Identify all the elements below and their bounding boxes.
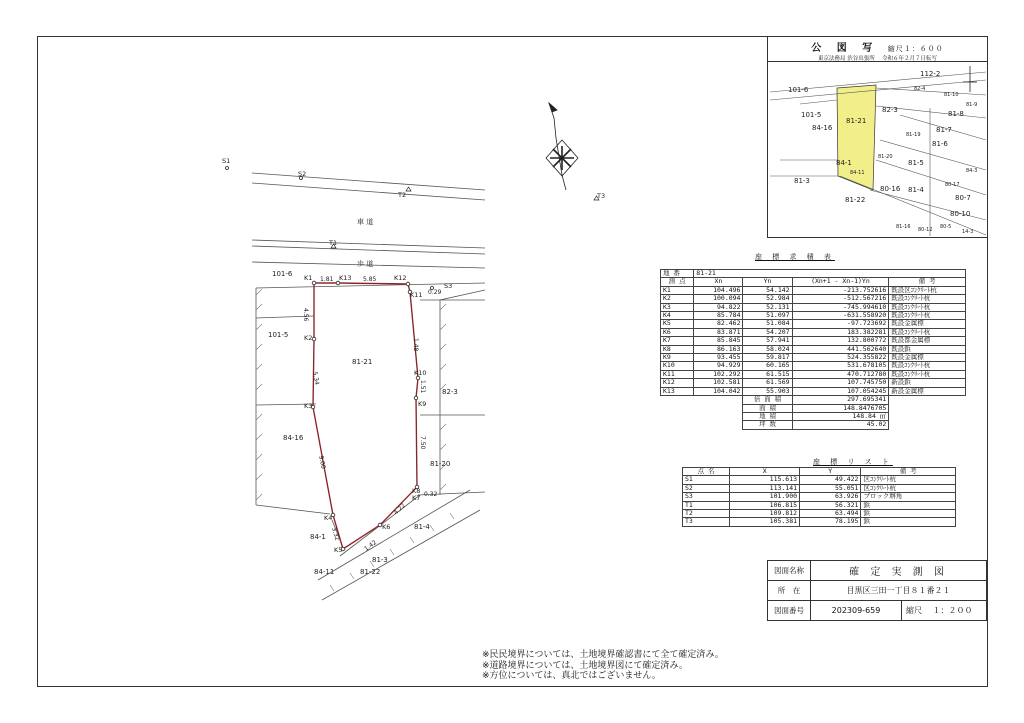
- koz-lot-label: 81-8: [948, 110, 964, 118]
- name-label: 図面名称: [768, 561, 811, 581]
- table-cell: 既設ｺﾝｸﾘｰﾄ杭: [889, 303, 966, 311]
- koz-lot-label: 82-3: [882, 106, 898, 114]
- koz-scale: 縮尺１：６００: [887, 45, 944, 53]
- table-cell: K10: [661, 362, 694, 370]
- dimension: 0.32: [424, 491, 438, 498]
- spacer: [889, 396, 966, 404]
- notes: [482, 650, 724, 682]
- table-row: [683, 493, 956, 501]
- koz-lot-label: 81-4: [908, 186, 924, 194]
- point-label: T2: [398, 191, 407, 199]
- koz-lot-label: 80-10: [950, 210, 971, 218]
- table-row: [683, 501, 956, 509]
- column-header: 備 考: [889, 278, 966, 286]
- table-cell: 既設ｺﾝｸﾘｰﾄ杭: [889, 328, 966, 336]
- table-cell: 既設ｺﾝｸﾘｰﾄ杭: [889, 312, 966, 320]
- koz-lot-label: 101-6: [788, 86, 809, 94]
- table-cell: 105.381: [730, 518, 800, 526]
- drawing-number: 202309-659: [811, 601, 902, 621]
- total-row: [661, 421, 966, 429]
- table-cell: 115.613: [730, 476, 800, 484]
- table-cell: 102.581: [694, 379, 743, 387]
- dimension: 0.29: [428, 289, 442, 296]
- table-row: [661, 387, 966, 395]
- table-cell: 107.745750: [792, 379, 889, 387]
- dimension: 1.48: [412, 338, 419, 352]
- dimension: 1.42: [363, 539, 378, 553]
- dimension: 7.50: [419, 436, 426, 450]
- table-cell: -213.752616: [792, 286, 889, 294]
- koz-lot-label: 81-19: [906, 132, 921, 138]
- table-row: [683, 510, 956, 518]
- lot-label: 81-20: [430, 460, 451, 468]
- koz-lot-label: 82-4: [914, 86, 926, 92]
- koz-title: 公 図 写: [811, 43, 879, 54]
- point-label: T3: [597, 192, 606, 200]
- lot-label: 84-11: [314, 568, 335, 576]
- koz-date: 令和６年２月７日転写: [881, 56, 937, 62]
- table-cell: 51.097: [743, 312, 792, 320]
- koz-lot-label: 112-2: [920, 70, 941, 78]
- lot-label: 84-1: [310, 533, 326, 541]
- koz-lot-label: 81-7: [936, 126, 952, 134]
- point-label: K6: [382, 523, 391, 531]
- column-header: 備 考: [861, 468, 956, 476]
- lot-label: 81-21: [352, 358, 373, 366]
- coord-list-title: 座 標 リ ス ト: [813, 458, 893, 466]
- table-cell: 52.984: [743, 295, 792, 303]
- lot-header: 地 番: [661, 270, 694, 278]
- dimension: 5.85: [363, 276, 377, 283]
- point-label: S1: [222, 157, 231, 165]
- koz-lot-label: 84-16: [812, 124, 833, 132]
- spacer: [661, 421, 743, 429]
- table-cell: S1: [683, 476, 730, 484]
- point-label: K8: [412, 487, 421, 495]
- point-label: K1: [304, 274, 313, 282]
- koz-header: [768, 37, 987, 62]
- column-header: Yn: [743, 278, 792, 286]
- table-cell: 51.084: [743, 320, 792, 328]
- table-cell: -631.558920: [792, 312, 889, 320]
- table-cell: -97.723692: [792, 320, 889, 328]
- dimension: 9.00: [317, 454, 327, 470]
- table-cell: 49.422: [800, 476, 861, 484]
- dimension: 1.51: [419, 380, 426, 394]
- table-cell: 104.496: [694, 286, 743, 294]
- table-cell: 鋲: [861, 501, 956, 509]
- table-cell: 61.515: [743, 370, 792, 378]
- table-row: [661, 379, 966, 387]
- table-cell: 531.678105: [792, 362, 889, 370]
- table-cell: K13: [661, 387, 694, 395]
- table-cell: 55.051: [800, 484, 861, 492]
- table-cell: 94.822: [694, 303, 743, 311]
- point-label: K11: [410, 291, 423, 299]
- dimension: 4.56: [302, 308, 309, 322]
- koz-lot-label: 84-11: [850, 170, 865, 176]
- koz-lot-label: 81-6: [932, 140, 948, 148]
- note-line: ※方位については、真北ではございません。: [482, 671, 661, 681]
- total-value: 45.02: [792, 421, 889, 429]
- area-table-title: 座 標 求 積 表: [755, 253, 835, 261]
- compass-icon: [546, 103, 578, 190]
- point-label: S3: [444, 282, 453, 290]
- coord-list-table: [682, 467, 956, 527]
- table-cell: 107.054245: [792, 387, 889, 395]
- koz-office: 東京法務局 渋谷出張所: [817, 56, 875, 62]
- table-cell: 106.815: [730, 501, 800, 509]
- table-cell: 78.195: [800, 518, 861, 526]
- table-row: [661, 295, 966, 303]
- table-cell: 132.800772: [792, 337, 889, 345]
- dimension: 1.81: [320, 276, 334, 283]
- table-cell: 61.569: [743, 379, 792, 387]
- table-cell: 既設都金属標: [889, 337, 966, 345]
- koz-box: [767, 36, 988, 238]
- lot-label: 81-22: [360, 568, 381, 576]
- koz-lot-label: 80-7: [955, 194, 971, 202]
- koz-lot-label: 81-21: [846, 117, 867, 125]
- table-cell: 新設鋲: [889, 379, 966, 387]
- table-cell: S3: [683, 493, 730, 501]
- lot-label: 81-4: [414, 523, 430, 531]
- table-cell: K4: [661, 312, 694, 320]
- point-label: S2: [298, 170, 307, 178]
- table-cell: K5: [661, 320, 694, 328]
- table-cell: ブロック塀角: [861, 493, 956, 501]
- table-cell: 既設金属標: [889, 354, 966, 362]
- lot-label: 101-6: [272, 270, 293, 278]
- point-label: K12: [394, 274, 407, 282]
- point-label: K10: [414, 369, 427, 377]
- table-cell: 63.494: [800, 510, 861, 518]
- spacer: [661, 396, 743, 404]
- table-cell: 86.163: [694, 345, 743, 353]
- koz-lot-label: 101-5: [801, 111, 822, 119]
- point-label: K9: [418, 400, 427, 408]
- table-cell: 既設鋲: [889, 345, 966, 353]
- spacer: [661, 412, 743, 420]
- table-cell: S2: [683, 484, 730, 492]
- table-cell: 102.292: [694, 370, 743, 378]
- table-row: [683, 484, 956, 492]
- lot-value: 81-21: [694, 270, 966, 278]
- scale-label: 縮尺: [906, 606, 922, 615]
- table-cell: 109.812: [730, 510, 800, 518]
- koz-lot-label: 80-16: [880, 185, 901, 193]
- total-row: [661, 396, 966, 404]
- road-label: 車 道: [357, 218, 374, 226]
- table-cell: 60.165: [743, 362, 792, 370]
- table-cell: 鋲: [861, 518, 956, 526]
- koz-lot-label: 81-9: [966, 102, 978, 108]
- column-header: (Xn+1 - Xn-1)Yn: [792, 278, 889, 286]
- table-cell: 区ｺﾝｸﾘｰﾄ杭: [861, 484, 956, 492]
- total-label: 倍 面 積: [743, 396, 792, 404]
- koz-lot-label: 81-10: [944, 92, 959, 98]
- table-cell: 104.042: [694, 387, 743, 395]
- koz-lot-label: 84-3: [966, 168, 978, 174]
- table-cell: 101.900: [730, 493, 800, 501]
- table-cell: 100.094: [694, 295, 743, 303]
- table-cell: K6: [661, 328, 694, 336]
- table-row: [661, 337, 966, 345]
- table-cell: 94.929: [694, 362, 743, 370]
- table-cell: T3: [683, 518, 730, 526]
- koz-lot-label: 81-20: [878, 154, 893, 160]
- column-header: Y: [800, 468, 861, 476]
- koz-lot-label: 80-5: [940, 224, 952, 230]
- total-value: 148.8476705: [792, 404, 889, 412]
- table-cell: 63.926: [800, 493, 861, 501]
- table-cell: 鋲: [861, 510, 956, 518]
- table-cell: K11: [661, 370, 694, 378]
- total-row: [661, 404, 966, 412]
- note-line: ※民民境界については、土地境界確認書にて全て確定済み。: [482, 650, 724, 660]
- total-label: 坪 数: [743, 421, 792, 429]
- table-cell: 524.355822: [792, 354, 889, 362]
- point-label: K5: [334, 546, 343, 554]
- lot-label: 84-16: [283, 434, 304, 442]
- table-cell: 83.871: [694, 328, 743, 336]
- total-row: [661, 412, 966, 420]
- koz-lot-label: 14-3: [962, 229, 974, 235]
- point-label: K13: [339, 274, 352, 282]
- scale: １：２００: [932, 606, 973, 615]
- koz-lot-label: 81-5: [908, 159, 924, 167]
- table-cell: 既設ｺﾝｸﾘｰﾄ杭: [889, 370, 966, 378]
- table-cell: 52.131: [743, 303, 792, 311]
- table-cell: 183.382281: [792, 328, 889, 336]
- table-cell: 既設区ｺﾝｸﾘｰﾄ杭: [889, 286, 966, 294]
- total-label: 面 積: [743, 404, 792, 412]
- table-cell: 59.817: [743, 354, 792, 362]
- lot-label: 81-3: [372, 556, 388, 564]
- table-row: [661, 370, 966, 378]
- koz-lot-label: 80-12: [918, 227, 933, 233]
- table-cell: 85.784: [694, 312, 743, 320]
- spacer: [889, 404, 966, 412]
- column-header: 点 名: [683, 468, 730, 476]
- table-cell: T1: [683, 501, 730, 509]
- koz-lot-label: 81-3: [794, 177, 810, 185]
- table-row: [683, 518, 956, 526]
- dimension: 5.34: [311, 371, 321, 386]
- table-row: [683, 476, 956, 484]
- location-label: 所 在: [768, 581, 811, 601]
- koz-lot-label: 81-22: [845, 196, 866, 204]
- point-label: T1: [329, 239, 338, 247]
- koz-lot-label: 80-17: [945, 182, 960, 188]
- point-label: K7: [412, 494, 421, 502]
- table-cell: K8: [661, 345, 694, 353]
- table-cell: 54.207: [743, 328, 792, 336]
- point-label: K2: [304, 334, 313, 342]
- title-block: [767, 560, 987, 621]
- koz-lot-label: 81-16: [896, 224, 911, 230]
- table-cell: K1: [661, 286, 694, 294]
- table-cell: K7: [661, 337, 694, 345]
- dimension: 3.32: [330, 526, 341, 542]
- spacer: [889, 421, 966, 429]
- table-cell: T2: [683, 510, 730, 518]
- drawing-name: 確 定 実 測 図: [811, 561, 987, 581]
- table-cell: 56.321: [800, 501, 861, 509]
- spacer: [889, 412, 966, 420]
- lot-label: 82-3: [442, 388, 458, 396]
- spacer: [661, 404, 743, 412]
- column-header: 測 点: [661, 278, 694, 286]
- table-cell: K3: [661, 303, 694, 311]
- area-table: [660, 269, 966, 430]
- table-cell: K12: [661, 379, 694, 387]
- table-cell: 113.141: [730, 484, 800, 492]
- table-cell: 既設ｺﾝｸﾘｰﾄ杭: [889, 362, 966, 370]
- table-cell: 既設ｺﾝｸﾘｰﾄ杭: [889, 295, 966, 303]
- table-cell: 82.462: [694, 320, 743, 328]
- table-cell: 57.941: [743, 337, 792, 345]
- table-cell: 470.712780: [792, 370, 889, 378]
- column-header: X: [730, 468, 800, 476]
- total-value: 148.84 ㎡: [792, 412, 889, 420]
- total-value: 297.695341: [792, 396, 889, 404]
- table-cell: K9: [661, 354, 694, 362]
- table-cell: 93.455: [694, 354, 743, 362]
- number-label: 図面番号: [768, 601, 811, 621]
- table-cell: 58.024: [743, 345, 792, 353]
- point-label: K4: [324, 514, 333, 522]
- table-cell: 新設金属標: [889, 387, 966, 395]
- location: 目黒区三田一丁目８１番２１: [811, 581, 987, 601]
- table-cell: 55.903: [743, 387, 792, 395]
- sidewalk-label: 歩 道: [357, 260, 374, 268]
- dimension: 4.22: [392, 502, 407, 517]
- lot-label: 101-5: [268, 331, 289, 339]
- note-line: ※道路境界については、土地境界図にて確定済み。: [482, 660, 688, 671]
- table-cell: -512.567216: [792, 295, 889, 303]
- koz-lot-label: 84-1: [836, 159, 852, 167]
- table-cell: -745.994610: [792, 303, 889, 311]
- table-cell: 441.562640: [792, 345, 889, 353]
- column-header: Xn: [694, 278, 743, 286]
- table-cell: 54.142: [743, 286, 792, 294]
- point-label: K3: [304, 402, 313, 410]
- total-label: 地 積: [743, 412, 792, 420]
- table-cell: 区ｺﾝｸﾘｰﾄ杭: [861, 476, 956, 484]
- table-cell: K2: [661, 295, 694, 303]
- table-cell: 既設金属標: [889, 320, 966, 328]
- table-cell: 85.845: [694, 337, 743, 345]
